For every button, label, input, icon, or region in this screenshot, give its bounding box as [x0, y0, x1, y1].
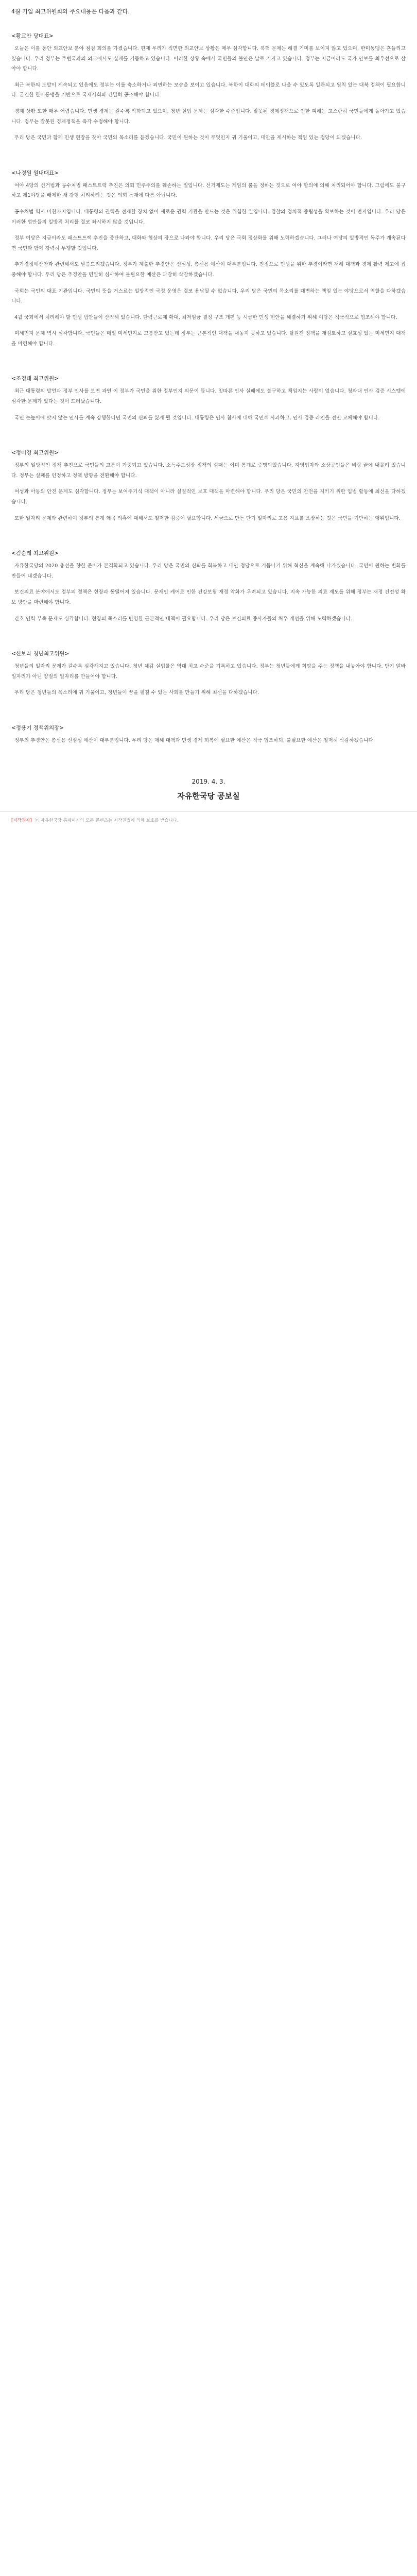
section-spacer [11, 355, 406, 365]
section-title: <정미경 최고위원> [11, 450, 59, 456]
document-body [0, 32, 417, 762]
document-date: 2019. 4. 3. [192, 777, 225, 785]
footer-text: ⓒ 자유한국당 홈페이지의 모든 콘텐츠는 저작권법에 의해 보호를 받습니다. [34, 818, 179, 823]
section-title: <황교안 당대표> [11, 33, 54, 39]
paragraph: 최근 북한의 도발이 계속되고 있음에도 정부는 이를 축소하거나 외면하는 모습을 보이고 있습니다. 북한이 대화의 테이블로 나올 수 있도록 일관되고 원칙 있는 대북 정책이 필요합니다. 굳건한 한미동맹을 기반으로 국제사회와 긴밀히 공조해야 합니다. [11, 82, 406, 98]
section-spacer [11, 429, 406, 439]
paragraph: 4월 국회에서 처리해야 할 민생 법안들이 산적해 있습니다. 탄력근로제 확대, 최저임금 결정 구조 개편 등 시급한 민생 현안을 해결하기 위해 여당은 적극적으로 협조해야 합니다. [14, 314, 397, 320]
section-spacer [11, 149, 406, 160]
paragraph: 정부의 추경안은 총선용 선심성 예산이 대부분입니다. 우리 당은 재해 대책과 민생 경제 회복에 필요한 예산은 적극 협조하되, 불필요한 예산은 철저히 삭감하겠습니다. [14, 737, 375, 743]
section-title: <김순례 최고위원> [11, 550, 59, 557]
section-title: <신보라 청년최고위원> [11, 651, 70, 657]
paragraph: 오늘은 이틀 동안 외교안보 분야 점검 회의를 가졌습니다. 현재 우리가 직면한 외교안보 상황은 매우 심각합니다. 북핵 문제는 해결 기미를 보이지 않고 있으며, 한미동맹은 흔들리고 있습니다. 우리 정부는 주변국과의 외교에서도 실패를 거듭하고 있습니다. 이러한 상황 속에서 국민들의 불안은 날로 커지고 있습니다. 정부는 지금이라도 국가 안보를 최우선으로 삼아야 합니다. [11, 46, 406, 72]
header-bar [0, 0, 417, 23]
paragraph: 보건의료 분야에서도 정부의 정책은 현장과 동떨어져 있습니다. 문재인 케어로 인한 건강보험 재정 악화가 우려되고 있습니다. 지속 가능한 의료 제도를 위해 정부는 재정 건전성 확보 방안을 마련해야 합니다. [11, 589, 406, 605]
paragraph: 우리 당은 국민과 함께 민생 현장을 찾아 국민의 목소리를 듣겠습니다. 국민이 원하는 것이 무엇인지 귀 기울이고, 대안을 제시하는 책임 있는 정당이 되겠습니다. [14, 135, 362, 141]
paragraph: 경제 상황 또한 매우 어렵습니다. 민생 경제는 갈수록 악화되고 있으며, 청년 실업 문제는 심각한 수준입니다. 잘못된 경제정책으로 인한 피해는 고스란히 국민들에게 돌아가고 있습니다. 정부는 잘못된 경제정책을 즉각 수정해야 합니다. [11, 108, 406, 125]
footer [0, 811, 417, 828]
paragraph: 자유한국당의 2020 총선을 향한 준비가 본격화되고 있습니다. 우리 당은 국민의 신뢰를 회복하고 대안 정당으로 거듭나기 위해 혁신을 계속해 나가겠습니다. 국민이 원하는 변화를 만들어 내겠습니다. [11, 563, 406, 579]
section-title: <조경태 최고위원> [11, 376, 59, 382]
section-spacer [11, 752, 406, 762]
section-title: <나경원 원내대표> [11, 170, 59, 176]
section-title: <정용기 정책위의장> [11, 724, 64, 731]
issuing-party: 자유한국당 공보실 [177, 791, 240, 801]
paragraph: 정부의 일방적인 정책 추진으로 국민들의 고통이 가중되고 있습니다. 소득주도성장 정책의 실패는 이미 통계로 증명되었습니다. 자영업자와 소상공인들은 벼랑 끝에 내몰려 있습니다. 정부는 실패를 인정하고 정책 방향을 전환해야 합니다. [11, 463, 406, 479]
footer-label: [저작권자] [11, 818, 32, 823]
paragraph: 우리 당은 청년들의 목소리에 귀 기울이고, 청년들이 꿈을 펼칠 수 있는 사회를 만들기 위해 최선을 다하겠습니다. [14, 690, 259, 696]
paragraph: 최근 대통령의 발언과 정부 인사를 보면 과연 이 정부가 국민을 위한 정부인지 의문이 듭니다. 잇따른 인사 실패에도 불구하고 책임지는 사람이 없습니다. 청와대 인사 검증 시스템에 심각한 문제가 있다는 것이 드러났습니다. [11, 388, 406, 405]
paragraph: 정부 여당은 지금이라도 패스트트랙 추진을 중단하고, 대화와 협상의 장으로 나와야 합니다. 우리 당은 국회 정상화를 위해 노력하겠습니다. 그러나 여당의 일방적인 독주가 계속된다면 국민과 함께 강력히 투쟁할 것입니다. [11, 235, 406, 251]
paragraph: 또한 일자리 문제와 관련하여 정부의 통계 왜곡 의혹에 대해서도 철저한 검증이 필요합니다. 세금으로 만든 단기 일자리로 고용 지표를 포장하는 것은 국민을 기만하는 행위입니다. [14, 515, 401, 521]
paragraph: 여야 4당의 선거법과 공수처법 패스트트랙 추진은 의회 민주주의를 훼손하는 일입니다. 선거제도는 게임의 룰을 정하는 것으로 여야 합의에 의해 처리되어야 합니다. 그럼에도 불구하고 제1야당을 배제한 채 강행 처리하려는 것은 의회 독재에 다름 아닙니다. [11, 182, 406, 199]
paragraph: 여성과 아동의 안전 문제도 심각합니다. 정부는 보여주기식 대책이 아니라 실질적인 보호 대책을 마련해야 합니다. 우리 당은 국민의 안전을 지키기 위한 입법 활동에 최선을 다하겠습니다. [11, 489, 406, 505]
section-spacer [11, 630, 406, 640]
page-title: 4월 기업 최고위원회의 주요내용은 다음과 같다. [11, 8, 130, 15]
section-spacer [11, 530, 406, 540]
paragraph: 공수처법 역시 마찬가지입니다. 대통령의 권력을 견제할 장치 없이 새로운 권력 기관을 만드는 것은 위험한 일입니다. 검찰의 정치적 중립성을 확보하는 것이 먼저입니다. 우리 당은 이러한 법안들의 일방적 처리를 결코 좌시하지 않을 것입니다. [11, 209, 406, 225]
paragraph: 청년들의 일자리 문제가 갈수록 심각해지고 있습니다. 청년 체감 실업률은 역대 최고 수준을 기록하고 있습니다. 정부는 청년들에게 희망을 주는 정책을 내놓아야 합니다. 단기 알바 일자리가 아닌 양질의 일자리를 만들어야 합니다. [11, 664, 406, 680]
section-spacer [11, 704, 406, 715]
paragraph: 추가경정예산안과 관련해서도 말씀드리겠습니다. 정부가 제출한 추경안은 선심성, 총선용 예산이 대부분입니다. 진정으로 민생을 위한 추경이라면 재해 대책과 경제 활력 제고에 집중해야 합니다. 우리 당은 추경안을 면밀히 심사하여 불필요한 예산은 과감히 삭감하겠습니다. [11, 262, 406, 278]
paragraph: 미세먼지 문제 역시 심각합니다. 국민들은 매일 미세먼지로 고통받고 있는데 정부는 근본적인 대책을 내놓지 못하고 있습니다. 탈원전 정책을 재검토하고 실효성 있는 미세먼지 대책을 마련해야 합니다. [11, 331, 406, 347]
paragraph: 국민 눈높이에 맞지 않는 인사를 계속 강행한다면 국민의 신뢰를 잃게 될 것입니다. 대통령은 인사 참사에 대해 국민께 사과하고, 인사 검증 라인을 전면 교체해야 합니다. [14, 415, 380, 421]
paragraph: 간호 인력 부족 문제도 심각합니다. 현장의 목소리를 반영한 근본적인 대책이 필요합니다. 우리 당은 보건의료 종사자들의 처우 개선을 위해 노력하겠습니다. [14, 616, 353, 622]
paragraph: 국회는 국민의 대표 기관입니다. 국민의 뜻을 거스르는 일방적인 국정 운영은 결코 용납될 수 없습니다. 우리 당은 국민의 목소리를 대변하는 책임 있는 야당으로서 역할을 다하겠습니다. [11, 288, 406, 304]
